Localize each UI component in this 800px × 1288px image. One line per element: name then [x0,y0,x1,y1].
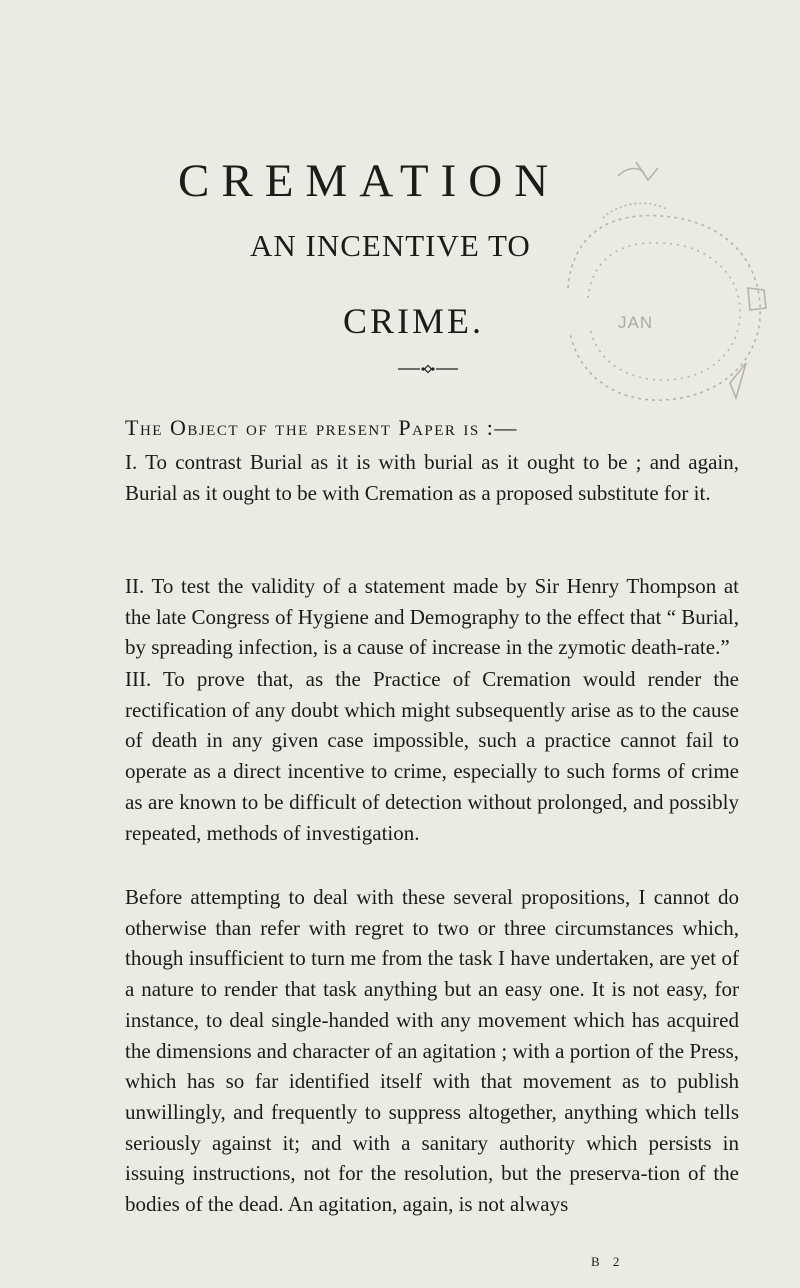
point-1-paragraph: I. To contrast Burial as it is with burial as it ought to be ; and again, Burial as it ought to be with Cremation as a proposed substitute for it. [125,450,739,505]
point-3-paragraph: III. To prove that, as the Practice of Cremation would render the rectification of any doubt which might subsequently arise as to the cause of death in any given case impossible, such a practice cannot fail to operate as a direct incentive to crime, especially to such forms of crime as are known to be difficult of detection without prolonged, and possibly repeated, methods of investigation. [125,667,739,845]
body-paragraph: Before attempting to deal with these several propositions, I cannot do otherwise than refer with regret to two or three circumstances which, though insufficient to turn me from the task I have undertaken, are yet of a nature to render that task anything but an easy one. It is not easy, for instance, to deal single-handed with any movement which has acquired the dimensions and character of an agitation ; with a portion of the Press, which has so far identified itself with that movement as to publish unwillingly, and frequently to suppress altogether, anything which tells seriously against it; and with a sanitary authority which persists in issuing instructions, not for the resolution, but the preserva-tion of the bodies of the dead. An agitation, again, is not always [125,885,739,1217]
heading-text: he Object of the present Paper is :— [139,415,518,440]
signature-mark: B 2 [591,1254,625,1269]
heading-initial: T [125,415,140,440]
document-title: CREMATION [178,155,561,207]
subtitle-line-1: AN INCENTIVE TO [250,228,531,263]
ornament-divider [398,364,458,374]
intro-heading [125,417,518,439]
stamp-date-text: JAN [618,313,654,332]
point-2-paragraph: II. To test the validity of a statement made by Sir Henry Thompson at the late Congress of Hygiene and Demography to the effect that “ Burial, by spreading infection, is a cause of increase in the zymotic death-rate.” [125,574,739,660]
subtitle-line-2: CRIME. [343,301,485,341]
